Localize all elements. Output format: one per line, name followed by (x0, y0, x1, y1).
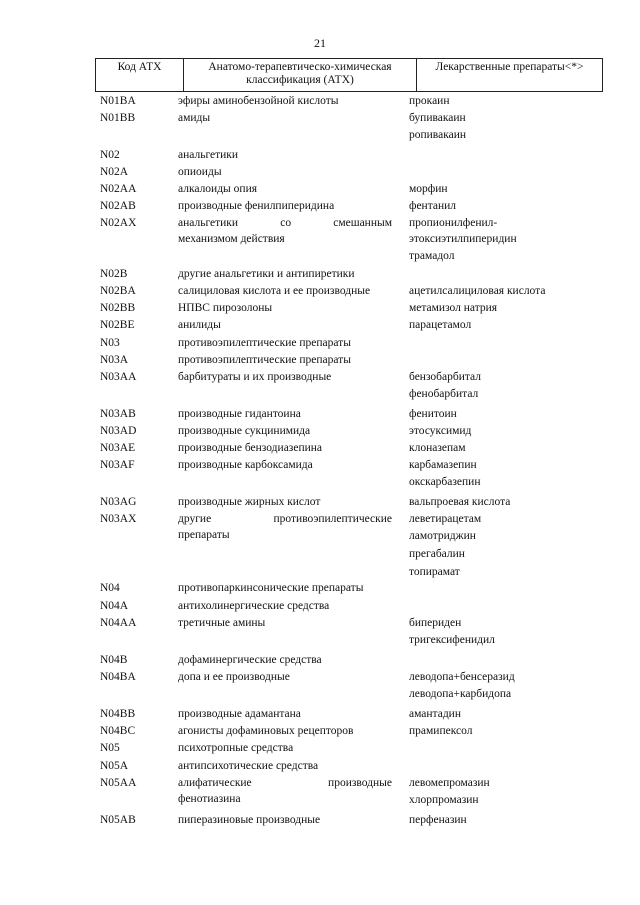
atc-code: N02BB (100, 302, 136, 314)
classification-line: производные жирных кислот (178, 496, 321, 508)
atc-code: N03AE (100, 442, 136, 454)
classification-line: пиперазиновые производные (178, 814, 321, 826)
atc-classification (178, 740, 392, 756)
column-header-classification-line: Анатомо-терапевтическо-химическая (208, 61, 392, 73)
atc-code: N03 (100, 337, 120, 349)
atc-code: N05A (100, 760, 129, 772)
atc-code: N02AA (100, 183, 137, 195)
atc-classification (178, 406, 392, 422)
drug-name: фенобарбитал (409, 388, 479, 400)
drug-name: леводопа+бенсеразид (409, 671, 515, 683)
classification-line: агонисты дофаминовых рецепторов (178, 725, 354, 737)
drug-list (409, 723, 599, 739)
drug-name: ропивакаин (409, 129, 467, 141)
drug-name: морфин (409, 183, 448, 195)
atc-code: N02B (100, 268, 128, 280)
atc-classification (178, 147, 392, 163)
classification-line: производные фенилпиперидина (178, 200, 335, 212)
atc-code: N03AG (100, 496, 137, 508)
atc-classification (178, 615, 392, 631)
atc-classification (178, 369, 392, 385)
drug-name: бензобарбитал (409, 371, 482, 383)
atc-code: N02A (100, 166, 129, 178)
atc-code: N04BC (100, 725, 136, 737)
drug-list (409, 406, 599, 422)
classification-line: препараты (178, 529, 230, 541)
classification-line: опиоиды (178, 166, 222, 178)
atc-classification (178, 652, 392, 668)
drug-name: фенитоин (409, 408, 457, 420)
atc-classification (178, 335, 392, 351)
classification-line: производные адамантана (178, 708, 301, 720)
atc-classification (178, 423, 392, 439)
drug-name: парацетамол (409, 319, 472, 331)
drug-name: леводопа+карбидопа (409, 688, 512, 700)
column-header-drugs: Лекарственные препараты<*> (417, 59, 603, 92)
drug-name: бипериден (409, 617, 462, 629)
atc-classification (178, 215, 392, 247)
drug-list (409, 283, 599, 299)
column-header-code: Код АТХ (96, 59, 184, 92)
classification-line: допа и ее производные (178, 671, 290, 683)
atc-code: N03AA (100, 371, 137, 383)
classification-line: амиды (178, 112, 211, 124)
atc-classification (178, 181, 392, 197)
atc-classification (178, 580, 392, 596)
drug-name: леветирацетам (409, 513, 482, 525)
classification-line: анальгетики (178, 149, 239, 161)
atc-classification (178, 511, 392, 543)
atc-code: N02 (100, 149, 120, 161)
drug-name: окскарбазепин (409, 476, 481, 488)
drug-name: амантадин (409, 708, 461, 720)
drug-list (409, 775, 599, 809)
atc-classification (178, 440, 392, 456)
atc-classification (178, 598, 392, 614)
drug-list (409, 423, 599, 439)
atc-code: N05AA (100, 777, 137, 789)
atc-code: N05AB (100, 814, 136, 826)
atc-code: N02AX (100, 217, 137, 229)
atc-classification (178, 457, 392, 473)
atc-code: N04BB (100, 708, 136, 720)
drug-list (409, 215, 599, 265)
classification-line: антихолинергические средства (178, 600, 330, 612)
atc-classification (178, 93, 392, 109)
classification-line: алифатические производные (178, 777, 392, 789)
atc-classification (178, 812, 392, 828)
classification-line: анальгетики со смешанным (178, 217, 392, 229)
drug-name: левомепромазин (409, 777, 490, 789)
drug-name: прегабалин (409, 548, 465, 560)
atc-classification (178, 775, 392, 807)
column-header-classification-line: классификация (АТХ) (246, 74, 354, 86)
atc-classification (178, 283, 392, 299)
drug-list (409, 110, 599, 144)
drug-name: прокаин (409, 95, 450, 107)
classification-line: психотропные средства (178, 742, 294, 754)
atc-classification (178, 198, 392, 214)
atc-classification (178, 758, 392, 774)
classification-line: антипсихотические средства (178, 760, 319, 772)
page-number: 21 (314, 36, 326, 50)
classification-line: дофаминергические средства (178, 654, 322, 666)
classification-line: эфиры аминобензойной кислоты (178, 95, 339, 107)
atc-code: N01BB (100, 112, 136, 124)
classification-line: противоэпилептические препараты (178, 337, 351, 349)
classification-line: противоэпилептические препараты (178, 354, 351, 366)
classification-line: салициловая кислота и ее производные (178, 285, 371, 297)
atc-classification (178, 164, 392, 180)
drug-list (409, 369, 599, 403)
atc-code: N01BA (100, 95, 136, 107)
drug-name: топирамат (409, 566, 460, 578)
drug-name: трамадол (409, 250, 455, 262)
atc-classification (178, 266, 392, 282)
drug-list (409, 494, 599, 510)
drug-list (409, 457, 599, 491)
classification-line: механизмом действия (178, 233, 285, 245)
atc-code: N03AX (100, 513, 137, 525)
atc-classification (178, 669, 392, 685)
drug-name: этоксиэтилпиперидин (409, 233, 517, 245)
drug-list (409, 615, 599, 649)
classification-line: противопаркинсонические препараты (178, 582, 364, 594)
atc-code: N02BA (100, 285, 136, 297)
drug-name: пропионилфенил- (409, 217, 498, 229)
atc-code: N02AB (100, 200, 136, 212)
atc-code: N03AD (100, 425, 137, 437)
drug-name: перфеназин (409, 814, 467, 826)
atc-classification (178, 352, 392, 368)
classification-line: алкалоиды опия (178, 183, 258, 195)
classification-line: другие противоэпилептические (178, 513, 392, 525)
drug-list (409, 198, 599, 214)
drug-list (409, 440, 599, 456)
drug-list (409, 812, 599, 828)
atc-classification (178, 317, 392, 333)
atc-code: N04B (100, 654, 128, 666)
drug-name: прамипексол (409, 725, 473, 737)
drug-name: ацетилсалициловая кислота (409, 285, 546, 297)
drug-list (409, 93, 599, 109)
drug-name: тригексифенидил (409, 634, 495, 646)
drug-name: клоназепам (409, 442, 466, 454)
classification-line: барбитураты и их производные (178, 371, 332, 383)
drug-list (409, 181, 599, 197)
drug-list (409, 706, 599, 722)
atc-classification (178, 723, 392, 739)
classification-line: производные карбоксамида (178, 459, 313, 471)
classification-line: НПВС пирозолоны (178, 302, 273, 314)
atc-classification (178, 110, 392, 126)
drug-list (409, 300, 599, 316)
classification-line: производные сукцинимида (178, 425, 311, 437)
atc-code: N03AF (100, 459, 135, 471)
drug-name: хлорпромазин (409, 794, 479, 806)
atc-code: N04A (100, 600, 129, 612)
atc-code: N05 (100, 742, 120, 754)
atc-code: N04 (100, 582, 120, 594)
drug-list (409, 511, 599, 581)
drug-list (409, 317, 599, 333)
drug-name: ламотриджин (409, 530, 476, 542)
drug-name: бупивакаин (409, 112, 466, 124)
classification-line: другие анальгетики и антипиретики (178, 268, 355, 280)
atc-classification (178, 494, 392, 510)
atc-code: N03AB (100, 408, 136, 420)
drug-name: вальпроевая кислота (409, 496, 511, 508)
classification-line: фенотиазина (178, 793, 241, 805)
drug-name: карбамазепин (409, 459, 477, 471)
classification-line: анилиды (178, 319, 221, 331)
classification-line: третичные амины (178, 617, 266, 629)
classification-line: производные бензодиазепина (178, 442, 323, 454)
drug-name: метамизол натрия (409, 302, 498, 314)
drug-list (409, 669, 599, 703)
atc-classification (178, 300, 392, 316)
atc-classification (178, 706, 392, 722)
atc-code: N03A (100, 354, 129, 366)
atc-code: N04BA (100, 671, 136, 683)
atc-code: N02BE (100, 319, 135, 331)
classification-line: производные гидантоина (178, 408, 301, 420)
drug-name: этосуксимид (409, 425, 472, 437)
drug-name: фентанил (409, 200, 457, 212)
atc-code: N04AA (100, 617, 137, 629)
